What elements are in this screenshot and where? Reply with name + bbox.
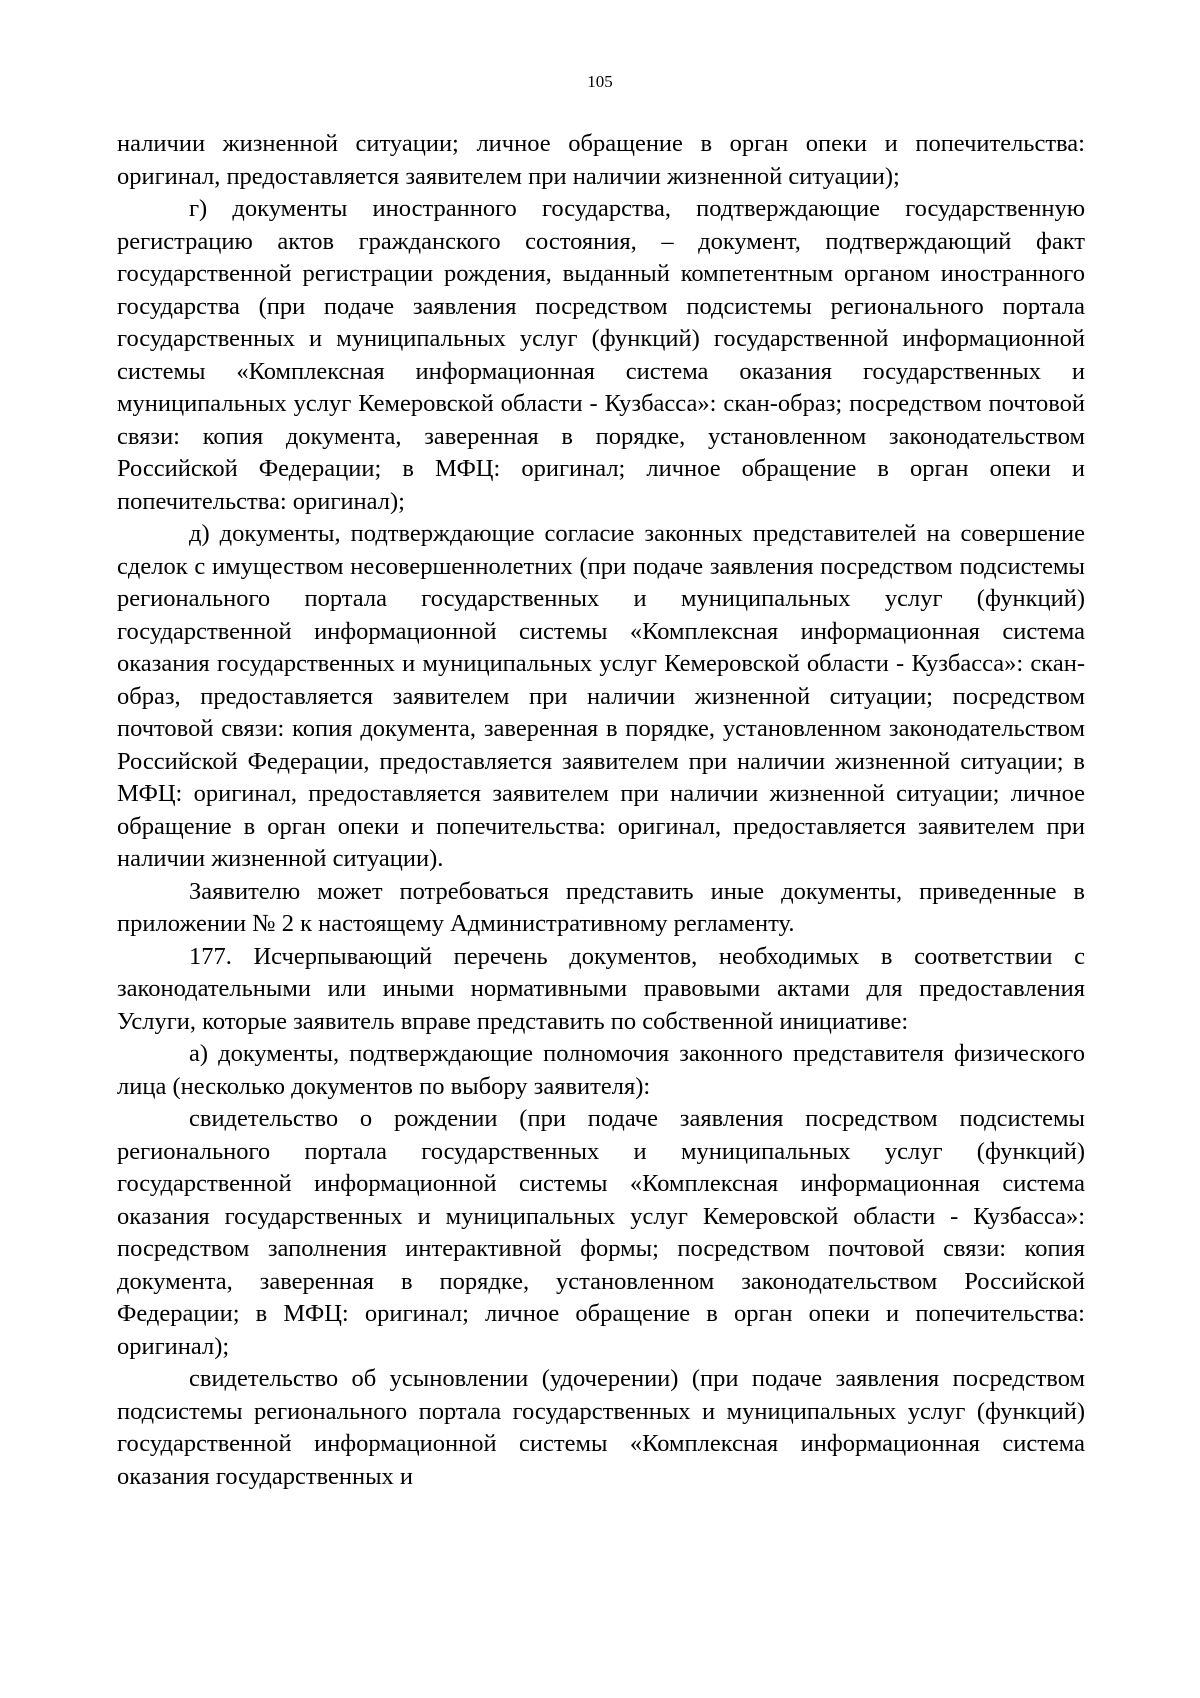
paragraph-clause-177: 177. Исчерпывающий перечень документов, необходимых в соответствии с законодательными или иными нормативными правовыми актами для предоставления Услуги, которые заявитель вправе представить по собственной инициативе:: [117, 942, 1085, 1035]
paragraph-continuation: наличии жизненной ситуации; личное обращение в орган опеки и попечительства: оригинал, предоставляется заявителем при наличии жизненной ситуации);: [117, 130, 1085, 190]
document-body: [117, 128, 1085, 1493]
paragraph-item-a: а) документы, подтверждающие полномочия законного представителя физического лица (несколько документов по выбору заявителя):: [117, 1040, 1085, 1100]
page-number: 105: [587, 72, 613, 91]
paragraph-other-documents: Заявителю может потребоваться представить иные документы, приведенные в приложении № 2 к настоящему Административному регламенту.: [117, 877, 1085, 937]
paragraph-birth-certificate: свидетельство о рождении (при подаче заявления посредством подсистемы регионального портала государственных и муниципальных услуг (функций) государственной информационной системы «Комплексная информационная система оказания государственных и муниципальных услуг Кемеровской области - Кузбасса»: посредством заполнения интерактивной формы; посредством почтовой связи: копия документа, заверенная в порядке, установленном законодательством Российской Федерации; в МФЦ: оригинал; личное обращение в орган опеки и попечительства: оригинал);: [117, 1105, 1085, 1360]
paragraph-item-g: г) документы иностранного государства, подтверждающие государственную регистрацию актов гражданского состояния, – документ, подтверждающий факт государственной регистрации рождения, выданный компетентным органом иностранного государства (при подаче заявления посредством подсистемы регионального портала государственных и муниципальных услуг (функций) государственной информационной системы «Комплексная информационная система оказания государственных и муниципальных услуг Кемеровской области - Кузбасса»: скан-образ; посредством почтовой связи: копия документа, заверенная в порядке, установленном законодательством Российской Федерации; в МФЦ: оригинал; личное обращение в орган опеки и попечительства: оригинал);: [117, 195, 1085, 515]
paragraph-item-d: д) документы, подтверждающие согласие законных представителей на совершение сделок с имуществом несовершеннолетних (при подаче заявления посредством подсистемы регионального портала государственных и муниципальных услуг (функций) государственной информационной системы «Комплексная информационная система оказания государственных и муниципальных услуг Кемеровской области - Кузбасса»: скан-образ, предоставляется заявителем при наличии жизненной ситуации; посредством почтовой связи: копия документа, заверенная в порядке, установленном законодательством Российской Федерации, предоставляется заявителем при наличии жизненной ситуации; в МФЦ: оригинал, предоставляется заявителем при наличии жизненной ситуации; личное обращение в орган опеки и попечительства: оригинал, предоставляется заявителем при наличии жизненной ситуации).: [117, 520, 1085, 872]
paragraph-adoption-certificate: свидетельство об усыновлении (удочерении) (при подаче заявления посредством подсистемы регионального портала государственных и муниципальных услуг (функций) государственной информационной системы «Комплексная информационная система оказания государственных и: [117, 1365, 1085, 1490]
